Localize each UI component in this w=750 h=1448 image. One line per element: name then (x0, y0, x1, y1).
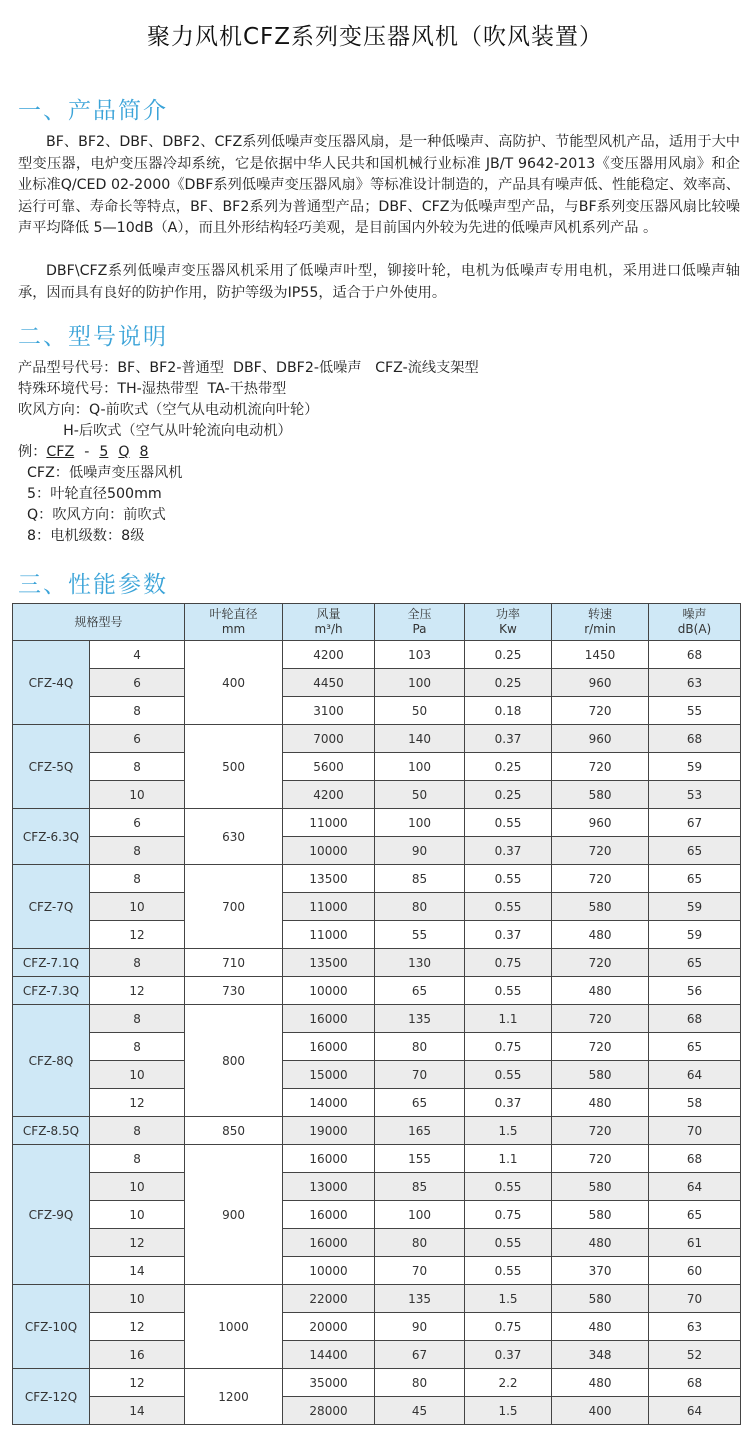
diameter-cell: 1200 (185, 1369, 283, 1425)
example-code-series: CFZ (46, 444, 75, 460)
speed-cell: 580 (552, 1173, 649, 1201)
pressure-cell: 70 (375, 1257, 465, 1285)
table-row (13, 1005, 741, 1033)
poles-cell: 8 (90, 1145, 185, 1173)
speed-cell: 720 (552, 837, 649, 865)
pressure-cell: 85 (375, 865, 465, 893)
diameter-cell: 1000 (185, 1285, 283, 1369)
poles-cell: 6 (90, 669, 185, 697)
pressure-cell: 65 (375, 977, 465, 1005)
power-cell: 0.75 (465, 1313, 552, 1341)
noise-cell: 52 (649, 1341, 741, 1369)
poles-cell: 8 (90, 753, 185, 781)
flow-cell: 10000 (283, 837, 375, 865)
poles-cell: 10 (90, 781, 185, 809)
power-cell: 1.1 (465, 1145, 552, 1173)
power-cell: 0.55 (465, 1229, 552, 1257)
table-row (13, 809, 741, 837)
flow-cell: 16000 (283, 1229, 375, 1257)
poles-cell: 10 (90, 893, 185, 921)
power-cell: 1.5 (465, 1397, 552, 1425)
poles-cell: 12 (90, 1089, 185, 1117)
flow-cell: 5600 (283, 753, 375, 781)
speed-cell: 400 (552, 1397, 649, 1425)
table-row (13, 1173, 741, 1201)
pressure-cell: 135 (375, 1285, 465, 1313)
section-heading-model: 二、型号说明 (18, 324, 168, 350)
power-cell: 0.37 (465, 725, 552, 753)
model-cell: CFZ-7.1Q (13, 949, 90, 977)
speed-cell: 480 (552, 1229, 649, 1257)
speed-cell: 720 (552, 1145, 649, 1173)
poles-cell: 16 (90, 1341, 185, 1369)
pressure-cell: 80 (375, 1033, 465, 1061)
diameter-cell: 630 (185, 809, 283, 865)
power-cell: 0.75 (465, 949, 552, 977)
pressure-cell: 50 (375, 697, 465, 725)
speed-cell: 580 (552, 1285, 649, 1313)
poles-cell: 8 (90, 1033, 185, 1061)
power-cell: 1.5 (465, 1117, 552, 1145)
table-row (13, 1369, 741, 1397)
table-row (13, 753, 741, 781)
flow-cell: 3100 (283, 697, 375, 725)
table-row (13, 781, 741, 809)
power-cell: 0.18 (465, 697, 552, 725)
header-diameter: 叶轮直径 mm (185, 604, 283, 641)
model-line-cfz: CFZ：低噪声变压器风机 (18, 465, 183, 481)
power-cell: 0.55 (465, 1257, 552, 1285)
pressure-cell: 140 (375, 725, 465, 753)
noise-cell: 70 (649, 1285, 741, 1313)
pressure-cell: 50 (375, 781, 465, 809)
diameter-cell: 710 (185, 949, 283, 977)
pressure-cell: 100 (375, 753, 465, 781)
power-cell: 0.37 (465, 837, 552, 865)
pressure-cell: 100 (375, 809, 465, 837)
header-flow: 风量 m³/h (283, 604, 375, 641)
poles-cell: 8 (90, 949, 185, 977)
pressure-cell: 80 (375, 1369, 465, 1397)
header-model: 规格型号 (13, 604, 185, 641)
noise-cell: 68 (649, 725, 741, 753)
speed-cell: 1450 (552, 641, 649, 669)
poles-cell: 6 (90, 725, 185, 753)
table-row (13, 1061, 741, 1089)
pressure-cell: 100 (375, 1201, 465, 1229)
poles-cell: 12 (90, 977, 185, 1005)
power-cell: 0.37 (465, 1341, 552, 1369)
power-cell: 0.75 (465, 1033, 552, 1061)
table-row (13, 1145, 741, 1173)
power-cell: 0.75 (465, 1201, 552, 1229)
noise-cell: 53 (649, 781, 741, 809)
noise-cell: 63 (649, 1313, 741, 1341)
speed-cell: 580 (552, 781, 649, 809)
noise-cell: 68 (649, 1005, 741, 1033)
table-row (13, 1257, 741, 1285)
power-cell: 1.1 (465, 1005, 552, 1033)
table-row (13, 1089, 741, 1117)
diameter-cell: 730 (185, 977, 283, 1005)
pressure-cell: 70 (375, 1061, 465, 1089)
speed-cell: 348 (552, 1341, 649, 1369)
example-code-dash: - (84, 444, 90, 460)
poles-cell: 10 (90, 1173, 185, 1201)
table-row (13, 949, 741, 977)
example-label: 例： (18, 444, 47, 460)
model-cell: CFZ-5Q (13, 725, 90, 809)
table-row (13, 865, 741, 893)
noise-cell: 59 (649, 893, 741, 921)
pressure-cell: 90 (375, 1313, 465, 1341)
noise-cell: 65 (649, 837, 741, 865)
power-cell: 0.25 (465, 669, 552, 697)
noise-cell: 65 (649, 1201, 741, 1229)
model-cell: CFZ-8.5Q (13, 1117, 90, 1145)
speed-cell: 720 (552, 697, 649, 725)
noise-cell: 68 (649, 1145, 741, 1173)
pressure-cell: 103 (375, 641, 465, 669)
diameter-cell: 850 (185, 1117, 283, 1145)
noise-cell: 61 (649, 1229, 741, 1257)
flow-cell: 28000 (283, 1397, 375, 1425)
noise-cell: 59 (649, 921, 741, 949)
intro-paragraph-1: BF、BF2、DBF、DBF2、CFZ系列低噪声变压器风扇，是一种低噪声、高防护、节能型风机产品，适用于大中型变压器，电炉变压器冷却系统，它是依据中华人民共和国机械行业标准 JB/T 9642-2013《变压器用风扇》和企业标准Q/CED 02-2000《DBF系列低噪声变压器风扇》等标准设计制造的，产品具有噪声低、性能稳定、效率高、运行可靠、寿命长等特点，BF、BF2系列为普通型产品；DBF、CFZ为低噪声型产品，与BF系列变压器风扇比较噪声平均降低 5—10dB（A），而且外形结构轻巧美观，是目前国内外较为先进的低噪声风机系列产品 。 (18, 134, 740, 236)
table-row (13, 1201, 741, 1229)
table-row (13, 1397, 741, 1425)
poles-cell: 6 (90, 809, 185, 837)
table-row (13, 1313, 741, 1341)
power-cell: 0.55 (465, 893, 552, 921)
diameter-cell: 500 (185, 725, 283, 809)
table-row (13, 1285, 741, 1313)
power-cell: 2.2 (465, 1369, 552, 1397)
noise-cell: 64 (649, 1397, 741, 1425)
header-power: 功率 Kw (465, 604, 552, 641)
header-speed: 转速 r/min (552, 604, 649, 641)
table-row (13, 669, 741, 697)
header-noise: 噪声 dB(A) (649, 604, 741, 641)
header-pressure: 全压 Pa (375, 604, 465, 641)
noise-cell: 64 (649, 1173, 741, 1201)
power-cell: 0.55 (465, 977, 552, 1005)
example-code-poles: 8 (139, 444, 149, 460)
section-heading-intro: 一、产品简介 (18, 98, 168, 124)
power-cell: 1.5 (465, 1285, 552, 1313)
pressure-cell: 67 (375, 1341, 465, 1369)
power-cell: 0.55 (465, 809, 552, 837)
speed-cell: 480 (552, 921, 649, 949)
table-row (13, 1341, 741, 1369)
flow-cell: 4200 (283, 781, 375, 809)
model-line-poles: 8：电机级数：8级 (18, 528, 145, 544)
table-row (13, 697, 741, 725)
intro-paragraph-2: DBF\CFZ系列低噪声变压器风机采用了低噪声叶型，铆接叶轮，电机为低噪声专用电机，采用进口低噪声轴承，因而具有良好的防护作用，防护等级为IP55，适合于户外使用。 (18, 263, 740, 301)
poles-cell: 14 (90, 1397, 185, 1425)
poles-cell: 14 (90, 1257, 185, 1285)
pressure-cell: 135 (375, 1005, 465, 1033)
poles-cell: 12 (90, 1313, 185, 1341)
flow-cell: 16000 (283, 1033, 375, 1061)
pressure-cell: 80 (375, 1229, 465, 1257)
pressure-cell: 90 (375, 837, 465, 865)
flow-cell: 10000 (283, 1257, 375, 1285)
flow-cell: 11000 (283, 809, 375, 837)
flow-cell: 11000 (283, 921, 375, 949)
noise-cell: 65 (649, 949, 741, 977)
noise-cell: 59 (649, 753, 741, 781)
poles-cell: 4 (90, 641, 185, 669)
flow-cell: 7000 (283, 725, 375, 753)
speed-cell: 960 (552, 809, 649, 837)
flow-cell: 13000 (283, 1173, 375, 1201)
table-header-row (13, 604, 741, 641)
poles-cell: 8 (90, 697, 185, 725)
flow-cell: 11000 (283, 893, 375, 921)
model-line-q: Q：吹风方向：前吹式 (18, 507, 166, 523)
speed-cell: 580 (552, 1061, 649, 1089)
power-cell: 0.55 (465, 865, 552, 893)
flow-cell: 15000 (283, 1061, 375, 1089)
table-row (13, 725, 741, 753)
table-row (13, 977, 741, 1005)
flow-cell: 13500 (283, 865, 375, 893)
pressure-cell: 155 (375, 1145, 465, 1173)
noise-cell: 70 (649, 1117, 741, 1145)
speed-cell: 580 (552, 893, 649, 921)
speed-cell: 720 (552, 949, 649, 977)
page-title: 聚力风机CFZ系列变压器风机（吹风装置） (146, 24, 604, 50)
power-cell: 0.55 (465, 1061, 552, 1089)
speed-cell: 720 (552, 865, 649, 893)
poles-cell: 12 (90, 1369, 185, 1397)
noise-cell: 56 (649, 977, 741, 1005)
pressure-cell: 165 (375, 1117, 465, 1145)
model-line-direction-rear: H-后吹式（空气从叶轮流向电动机） (18, 423, 292, 439)
table-row (13, 1033, 741, 1061)
example-code-direction: Q (118, 444, 130, 460)
model-cell: CFZ-7Q (13, 865, 90, 949)
speed-cell: 480 (552, 1313, 649, 1341)
noise-cell: 65 (649, 865, 741, 893)
speed-cell: 960 (552, 669, 649, 697)
model-cell: CFZ-12Q (13, 1369, 90, 1425)
flow-cell: 20000 (283, 1313, 375, 1341)
poles-cell: 10 (90, 1061, 185, 1089)
model-line-environment: 特殊环境代号：TH-湿热带型 TA-干热带型 (18, 381, 287, 397)
model-cell: CFZ-8Q (13, 1005, 90, 1117)
poles-cell: 8 (90, 837, 185, 865)
pressure-cell: 100 (375, 669, 465, 697)
flow-cell: 19000 (283, 1117, 375, 1145)
performance-table (12, 603, 741, 1425)
power-cell: 0.55 (465, 1173, 552, 1201)
flow-cell: 16000 (283, 1005, 375, 1033)
flow-cell: 16000 (283, 1145, 375, 1173)
speed-cell: 720 (552, 1117, 649, 1145)
speed-cell: 480 (552, 1089, 649, 1117)
speed-cell: 960 (552, 725, 649, 753)
speed-cell: 720 (552, 1033, 649, 1061)
model-line-product-code: 产品型号代号：BF、BF2-普通型 DBF、DBF2-低噪声 CFZ-流线支架型 (18, 360, 479, 376)
pressure-cell: 130 (375, 949, 465, 977)
section-heading-performance: 三、性能参数 (18, 572, 168, 598)
poles-cell: 12 (90, 1229, 185, 1257)
noise-cell: 68 (649, 641, 741, 669)
noise-cell: 58 (649, 1089, 741, 1117)
flow-cell: 10000 (283, 977, 375, 1005)
power-cell: 0.37 (465, 1089, 552, 1117)
noise-cell: 65 (649, 1033, 741, 1061)
flow-cell: 22000 (283, 1285, 375, 1313)
flow-cell: 4200 (283, 641, 375, 669)
diameter-cell: 900 (185, 1145, 283, 1285)
example-code-size: 5 (99, 444, 109, 460)
model-line-size: 5：叶轮直径500mm (18, 486, 162, 502)
flow-cell: 16000 (283, 1201, 375, 1229)
speed-cell: 580 (552, 1201, 649, 1229)
model-cell: CFZ-6.3Q (13, 809, 90, 865)
model-cell: CFZ-10Q (13, 1285, 90, 1369)
table-row (13, 921, 741, 949)
model-example (18, 442, 738, 463)
table-row (13, 893, 741, 921)
noise-cell: 60 (649, 1257, 741, 1285)
table-row (13, 1117, 741, 1145)
pressure-cell: 80 (375, 893, 465, 921)
flow-cell: 4450 (283, 669, 375, 697)
flow-cell: 13500 (283, 949, 375, 977)
poles-cell: 10 (90, 1285, 185, 1313)
speed-cell: 720 (552, 753, 649, 781)
model-cell: CFZ-4Q (13, 641, 90, 725)
model-description (18, 358, 738, 547)
noise-cell: 64 (649, 1061, 741, 1089)
diameter-cell: 700 (185, 865, 283, 949)
poles-cell: 8 (90, 1117, 185, 1145)
model-cell: CFZ-7.3Q (13, 977, 90, 1005)
speed-cell: 720 (552, 1005, 649, 1033)
diameter-cell: 400 (185, 641, 283, 725)
model-line-direction-front: 吹风方向：Q-前吹式（空气从电动机流向叶轮） (18, 402, 319, 418)
speed-cell: 480 (552, 977, 649, 1005)
pressure-cell: 45 (375, 1397, 465, 1425)
noise-cell: 63 (649, 669, 741, 697)
noise-cell: 68 (649, 1369, 741, 1397)
flow-cell: 14000 (283, 1089, 375, 1117)
flow-cell: 14400 (283, 1341, 375, 1369)
pressure-cell: 55 (375, 921, 465, 949)
power-cell: 0.37 (465, 921, 552, 949)
poles-cell: 8 (90, 865, 185, 893)
pressure-cell: 85 (375, 1173, 465, 1201)
table-row (13, 641, 741, 669)
speed-cell: 480 (552, 1369, 649, 1397)
table-row (13, 837, 741, 865)
poles-cell: 12 (90, 921, 185, 949)
power-cell: 0.25 (465, 641, 552, 669)
poles-cell: 8 (90, 1005, 185, 1033)
poles-cell: 10 (90, 1201, 185, 1229)
model-cell: CFZ-9Q (13, 1145, 90, 1285)
noise-cell: 55 (649, 697, 741, 725)
noise-cell: 67 (649, 809, 741, 837)
pressure-cell: 65 (375, 1089, 465, 1117)
power-cell: 0.25 (465, 781, 552, 809)
speed-cell: 370 (552, 1257, 649, 1285)
power-cell: 0.25 (465, 753, 552, 781)
table-row (13, 1229, 741, 1257)
flow-cell: 35000 (283, 1369, 375, 1397)
diameter-cell: 800 (185, 1005, 283, 1117)
